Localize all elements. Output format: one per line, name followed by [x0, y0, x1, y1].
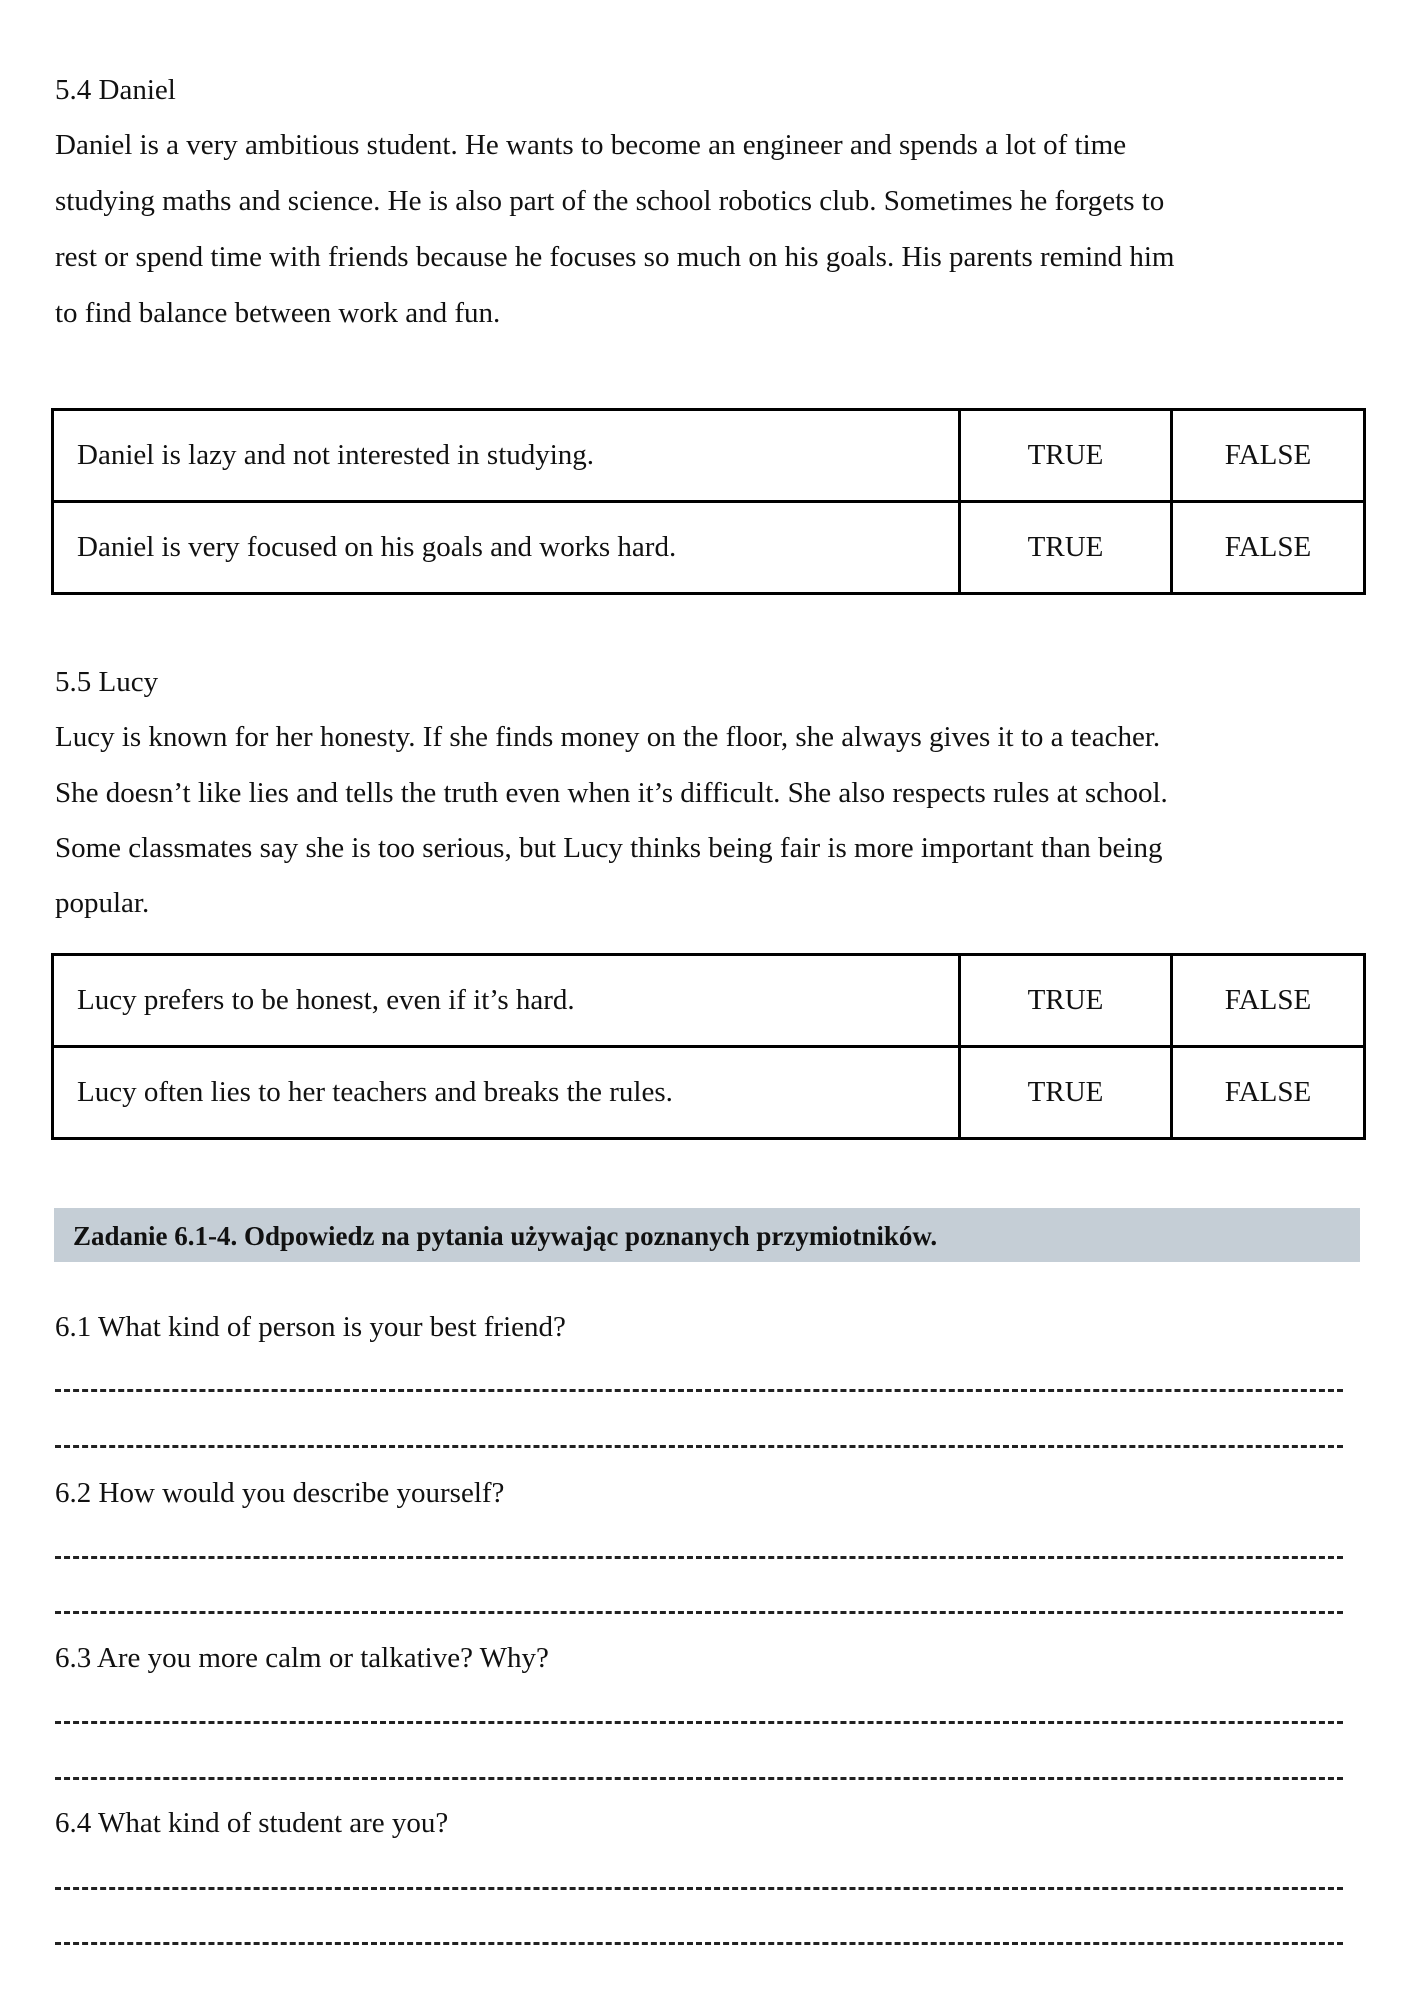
section-heading-daniel: 5.4 Daniel	[55, 74, 176, 106]
true-false-table-lucy	[51, 953, 1366, 1140]
statement-cell: Daniel is lazy and not interested in studying.	[53, 410, 960, 502]
false-option[interactable]: FALSE	[1172, 502, 1365, 594]
statement-cell: Lucy often lies to her teachers and breaks the rules.	[53, 1047, 960, 1139]
paragraph-line: rest or spend time with friends because he focuses so much on his goals. His parents remind him	[55, 241, 1175, 273]
question-6-4: 6.4 What kind of student are you?	[55, 1807, 449, 1839]
paragraph-line: She doesn’t like lies and tells the truth even when it’s difficult. She also respects rules at school.	[55, 777, 1168, 809]
paragraph-line: popular.	[55, 887, 150, 919]
paragraph-line: to find balance between work and fun.	[55, 297, 501, 329]
paragraph-line: studying maths and science. He is also part of the school robotics club. Sometimes he forgets to	[55, 185, 1165, 217]
answer-line[interactable]	[55, 1389, 1343, 1392]
task-banner	[54, 1208, 1360, 1262]
paragraph-line: Lucy is known for her honesty. If she finds money on the floor, she always gives it to a teacher.	[55, 721, 1161, 753]
true-option[interactable]: TRUE	[960, 502, 1172, 594]
true-option[interactable]: TRUE	[960, 410, 1172, 502]
true-false-table-daniel	[51, 408, 1366, 595]
answer-line[interactable]	[55, 1556, 1343, 1559]
answer-line[interactable]	[55, 1942, 1343, 1945]
paragraph-line: Daniel is a very ambitious student. He wants to become an engineer and spends a lot of time	[55, 129, 1127, 161]
question-6-3: 6.3 Are you more calm or talkative? Why?	[55, 1642, 549, 1674]
false-option[interactable]: FALSE	[1172, 955, 1365, 1047]
task-instruction: Zadanie 6.1-4. Odpowiedz na pytania używając poznanych przymiotników.	[73, 1221, 938, 1251]
false-option[interactable]: FALSE	[1172, 1047, 1365, 1139]
true-option[interactable]: TRUE	[960, 955, 1172, 1047]
question-6-2: 6.2 How would you describe yourself?	[55, 1477, 505, 1509]
table-row	[53, 502, 1365, 594]
false-option[interactable]: FALSE	[1172, 410, 1365, 502]
table-row	[53, 955, 1365, 1047]
answer-line[interactable]	[55, 1887, 1343, 1890]
statement-cell: Lucy prefers to be honest, even if it’s hard.	[53, 955, 960, 1047]
question-6-1: 6.1 What kind of person is your best friend?	[55, 1311, 566, 1343]
answer-line[interactable]	[55, 1721, 1343, 1724]
table-row	[53, 1047, 1365, 1139]
statement-cell: Daniel is very focused on his goals and works hard.	[53, 502, 960, 594]
paragraph-line: Some classmates say she is too serious, but Lucy thinks being fair is more important than being	[55, 832, 1163, 864]
true-option[interactable]: TRUE	[960, 1047, 1172, 1139]
table-row	[53, 410, 1365, 502]
answer-line[interactable]	[55, 1777, 1343, 1780]
answer-line[interactable]	[55, 1611, 1343, 1614]
section-heading-lucy: 5.5 Lucy	[55, 666, 159, 698]
answer-line[interactable]	[55, 1445, 1343, 1448]
